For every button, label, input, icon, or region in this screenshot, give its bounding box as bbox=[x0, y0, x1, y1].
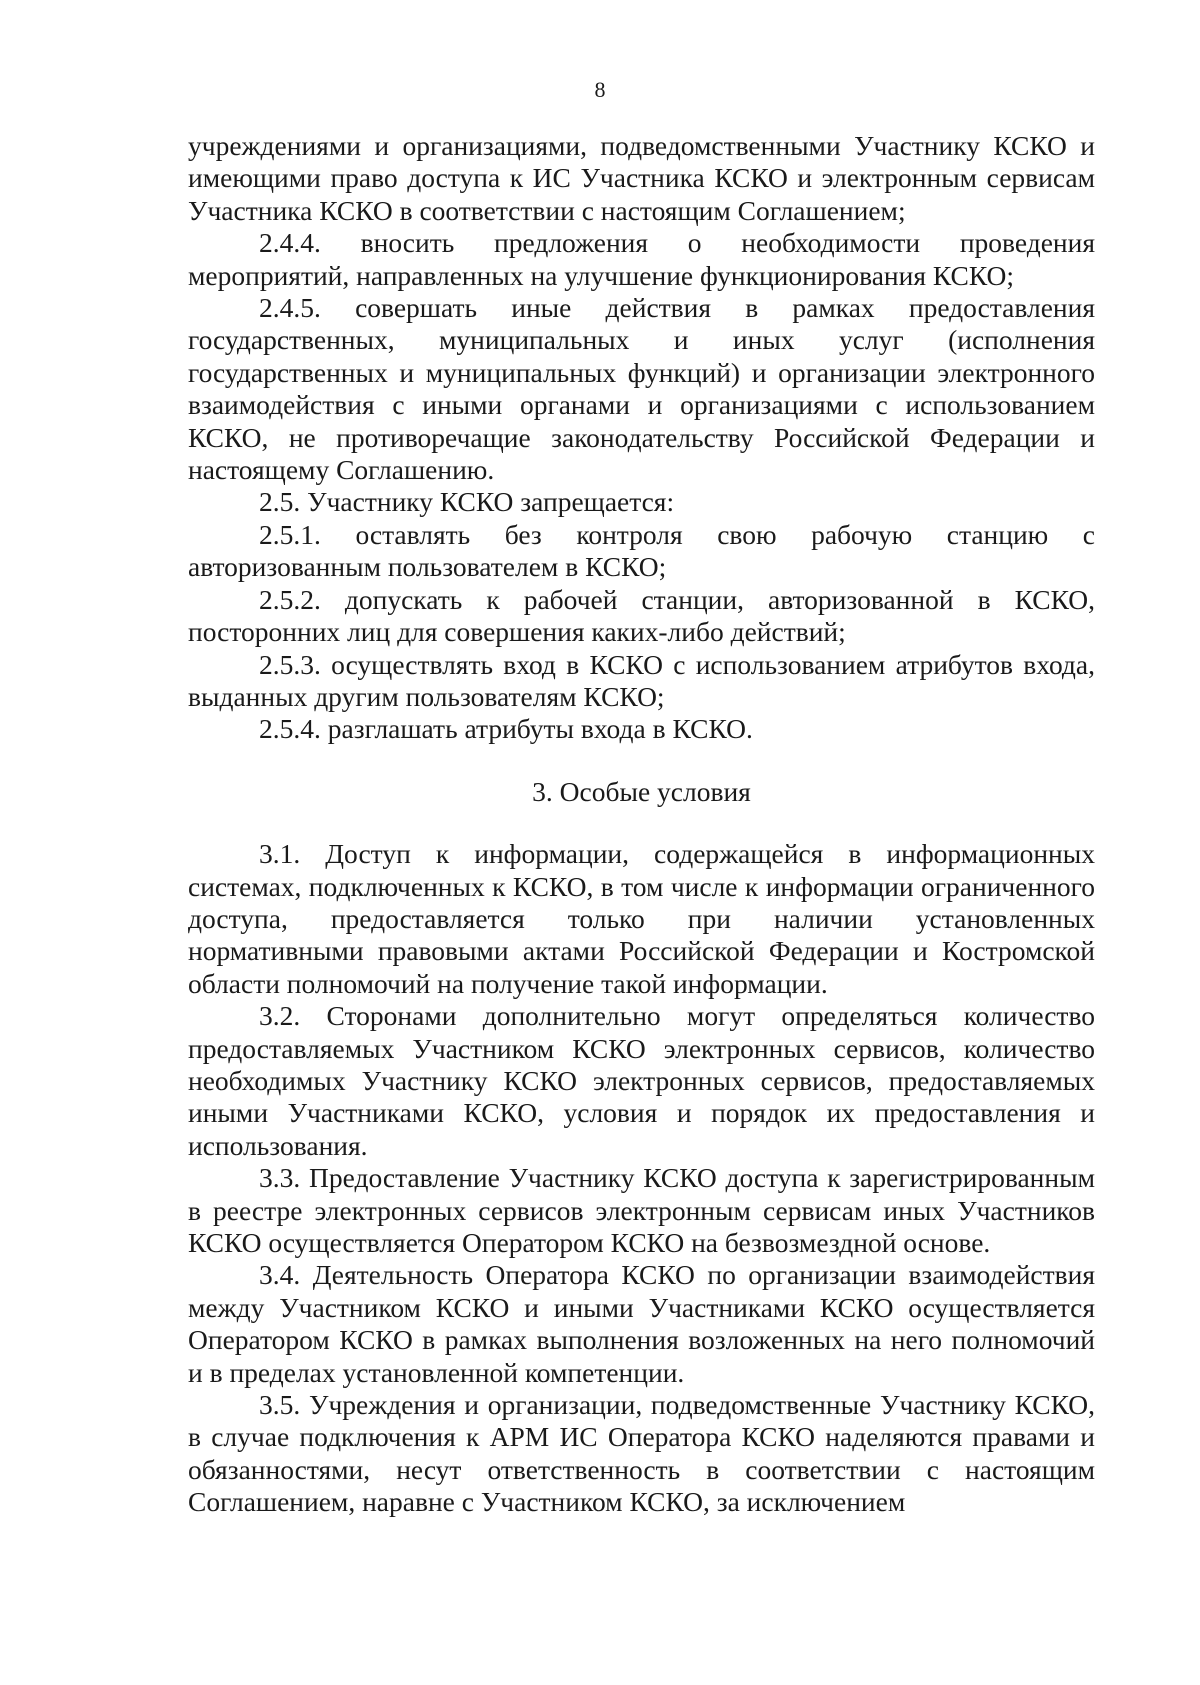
paragraph-3-3: 3.3. Предоставление Участнику КСКО доступа к зарегистрированным в реестре электронных сервисов электронным сервисам иных Участников КСКО осуществляется Оператором КСКО на безвозмездной основе. bbox=[188, 1162, 1095, 1258]
section-heading: 3. Особые условия bbox=[532, 775, 751, 807]
paragraph-3-4: 3.4. Деятельность Оператора КСКО по организации взаимодействия между Участником КСКО и иными Участниками КСКО осуществляется Оператором КСКО в рамках выполнения возложенных на него полномочий и в пределах установленной компетенции. bbox=[188, 1259, 1095, 1388]
paragraph-2-5-4: 2.5.4. разглашать атрибуты входа в КСКО. bbox=[259, 713, 753, 745]
paragraph-2-5-1: 2.5.1. оставлять без контроля свою рабочую станцию с авторизованным пользователем в КСКО; bbox=[188, 518, 1095, 583]
paragraph-3-2: 3.2. Сторонами дополнительно могут определяться количество предоставляемых Участником КСКО электронных сервисов, количество необходимых Участнику КСКО электронных сервисов, предоставляемых иными Участниками КСКО, условия и порядок их предоставления и использования. bbox=[188, 1000, 1095, 1161]
paragraph-3-5: 3.5. Учреждения и организации, подведомственные Участнику КСКО, в случае подключения к АРМ ИС Оператора КСКО наделяются правами и обязанностями, несут ответственность в соответствии с настоящим Соглашением, наравне с Участником КСКО, за исключением bbox=[188, 1389, 1095, 1518]
paragraph-2-5-2: 2.5.2. допускать к рабочей станции, авторизованной в КСКО, посторонних лиц для совершения каких-либо действий; bbox=[188, 583, 1095, 648]
paragraph-continuation: учреждениями и организациями, подведомственными Участнику КСКО и имеющими право доступа к ИС Участника КСКО и электронным сервисам Участника КСКО в соответствии с настоящим Соглашением; bbox=[188, 130, 1095, 226]
paragraph-2-5-3: 2.5.3. осуществлять вход в КСКО с использованием атрибутов входа, выданных другим пользователям КСКО; bbox=[188, 648, 1095, 712]
paragraph-2-4-5: 2.4.5. совершать иные действия в рамках предоставления государственных, муниципальных и иных услуг (исполнения государственных и муниципальных функций) и организации электронного взаимодействия с иными органами и организациями с использованием КСКО, не противоречащие законодательству Российской Федерации и настоящему Соглашению. bbox=[188, 292, 1095, 486]
paragraph-2-5: 2.5. Участнику КСКО запрещается: bbox=[259, 486, 675, 518]
page-number: 8 bbox=[594, 77, 606, 102]
paragraph-3-1: 3.1. Доступ к информации, содержащейся в информационных системах, подключенных к КСКО, в том числе к информации ограниченного доступа, предоставляется только при наличии установленных нормативными правовыми актами Российской Федерации и Костромской области полномочий на получение такой информации. bbox=[188, 838, 1095, 999]
document-body bbox=[188, 130, 1095, 1519]
paragraph-2-4-4: 2.4.4. вносить предложения о необходимости проведения мероприятий, направленных на улучшение функционирования КСКО; bbox=[188, 227, 1095, 291]
